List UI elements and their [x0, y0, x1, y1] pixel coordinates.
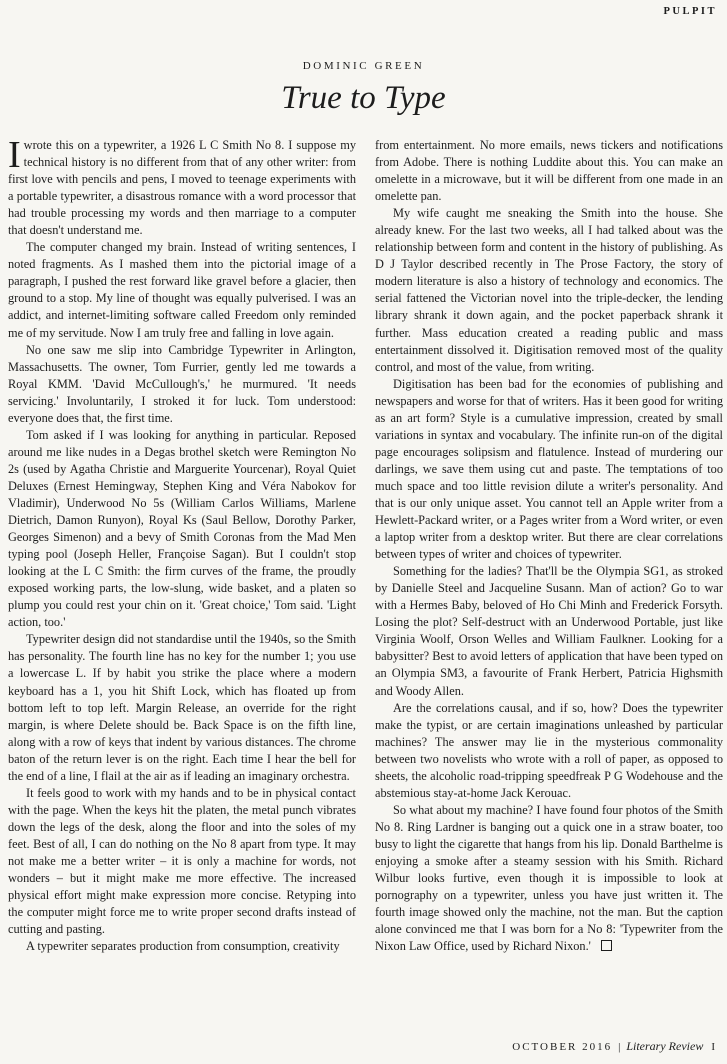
paragraph: The computer changed my brain. Instead of writing sentences, I noted fragments. As I mashed them into the pictorial image of a paragraph, I pushed the rest forward like gravel before a glacier, then ground to a stop. My line of thought was equally pulverised. I was an addict, and internet-limiting software called Freedom only reminded me of my servitude. Now I am truly free and falling in love again. — [8, 240, 356, 340]
paragraph: Something for the ladies? That'll be the Olympia SG1, as stroked by Danielle Steel and Jacqueline Susann. Man of action? Go to war with a Hermes Baby, beloved of Ho Chi Minh and Frederick Forsyth. Losing the plot? Self-destruct with an Underwood Portable, just like Virginia Woolf, Orson Welles and William Faulkner. Looking for a babysitter? Best to avoid letters of application that have been typed on an Olympia SM3, a favourite of Frank Herbert, Patricia Highsmith and Woody Allen. — [375, 564, 723, 698]
paragraph: My wife caught me sneaking the Smith into the house. She already knew. For the last two weeks, all I had talked about was the relationship between form and content in the history of publishing. As D J Taylor described recently in The Prose Factory, the story of modern literature is also a history of technology and economics. The serial fattened the Victorian novel into the triple-decker, the lending library shrank it down again, and the pocket paperback shrank it further. Mass education created a reading public and mass entertainment dissolved it. Digitisation removed most of the quality control, and most of the value, from writing. — [375, 206, 723, 374]
paragraph: Are the correlations causal, and if so, how? Does the typewriter make the typist, or are certain imaginations unleashed by particular machines? The answer may lie in the mysterious commonality between two novelists who wrote with a roll of paper, as opposed to sheets, the alcoholic road-tripping speedfreak P G Wodehouse and the abstemious stay-at-home Jack Kerouac. — [375, 700, 723, 800]
drop-cap: I — [8, 134, 21, 176]
paragraph: Tom asked if I was looking for anything in particular. Reposed around me like nudes in a Degas brothel sketch were Remington No 2s (used by Agatha Christie and Marguerite Yourcenar), Royal Quiet Deluxes (Ernest Hemingway, Stephen King and Véra Nabokov for Vladimir), Underwood No 5s (William Carlos Williams, Marlene Dietrich, Damon Runyon), Royal Ks (Saul Bellow, Dorothy Parker, Georges Simenon) and a bevy of Smith Coronas from the Mad Men typing pool (Joseph Heller, Françoise Sagan). But I couldn't stop looking at the L C Smith: the firm curves of the frame, the proudly exposed working parts, the low-slung, wide basket, and a platen so plump you could rest your chin on it. 'Great choice,' Tom said. 'Light action, too.' — [8, 427, 356, 630]
page-footer — [512, 1039, 715, 1054]
article-title: True to Type — [281, 80, 446, 116]
page-number: I — [711, 1041, 715, 1053]
paragraph: from entertainment. No more emails, news tickers and notifications from Adobe. There is nothing Luddite about this. You can make an omelette in a microwave, but it will be different from one made in an omelette pan. — [375, 138, 723, 204]
paragraph: No one saw me slip into Cambridge Typewriter in Arlington, Massachusetts. The owner, Tom Furrier, gently led me towards a Royal KMM. 'David McCullough's,' he murmured. 'It needs servicing.' Involuntarily, I stroked it for luck. Tom understood: everyone does that, the first time. — [8, 342, 356, 425]
footer-separator: | — [618, 1041, 621, 1053]
paragraph: It feels good to work with my hands and to be in physical contact with the page. When the keys hit the platen, the metal punch vibrates down the legs of the desk, along the floor and into the soles of my feet. Best of all, I can do nothing on the No 8 apart from type. It may not make me a better writer – it is only a machine for words, not wonders – but it might make me more effective. The increased physical effort might make expression more concise. Retyping into the computer might force me to write proper second drafts instead of cutting and pasting. — [8, 785, 356, 937]
column-right — [375, 137, 723, 955]
paragraph: Typewriter design did not standardise until the 1940s, so the Smith has personality. The fourth line has no key for the number 1; you use a lowercase L. If by habit you strike the place where a modern keyboard has a 1, you hit Shift Lock, which has floated up from bottom left to top left. Margin Release, an override for the right margin, is where Delete should be. Back Space is on the fifth line, along with a row of keys that indent by various distances. The chrome baton of the return lever is on the right. Each time I hear the bell for the end of a line, I flail at the air as if leading an imaginary orchestra. — [8, 632, 356, 783]
issue-date: OCTOBER 2016 — [512, 1041, 613, 1053]
publication-name: Literary Review — [626, 1039, 704, 1053]
column-left — [8, 134, 356, 955]
paragraph: So what about my machine? I have found four photos of the Smith No 8. Ring Lardner is banging out a quick one in a straw boater, too busy to light the cigarette that hangs from his lip. Donald Barthelme is enjoying a smoke after a steamy session with his Smith. Richard Wilbur looks furtive, even though it is impossible to look at pornography on a typewriter, unless you have just written it. The fourth image showed only the machine, not the man. But the caption alone convinced me that I was born for a No 8: 'Typewriter from the Nixon Law Office, used by Richard Nixon.' — [375, 802, 723, 954]
section-label: PULPIT — [663, 6, 717, 17]
paragraph: A typewriter separates production from consumption, creativity — [26, 939, 340, 954]
paragraph: Iwrote this on a typewriter, a 1926 L C Smith No 8. I suppose my technical history is no different from that of any other writer: from first love with pencils and pens, I moved to teenage experiments with a portable typewriter, a disastrous romance with a word processor that had trouble processing my words and then marriage to a computer that doesn't understand me. — [8, 134, 356, 238]
end-mark-icon — [601, 940, 612, 951]
author-byline: DOMINIC GREEN — [302, 60, 425, 72]
paragraph: Digitisation has been bad for the economies of publishing and newspapers and worse for that of writers. Has it been good for writing as an art form? Style is a cumulative impression, created by small variations in syntax and vocabulary. The infinite run-on of the digital page encourages solipsism and flatulence. Instead of murdering our darlings, we save them using cut and paste. The temptations of too much space and too little revision dilute a writer's personality. And that is our only unique asset. You cannot tell an Apple writer from a Hewlett-Packard writer, or a Pages writer from a Word writer, or even a laptop writer from a desktop writer. But there are clear correlations between types of writer and choices of typewriter. — [375, 376, 723, 562]
